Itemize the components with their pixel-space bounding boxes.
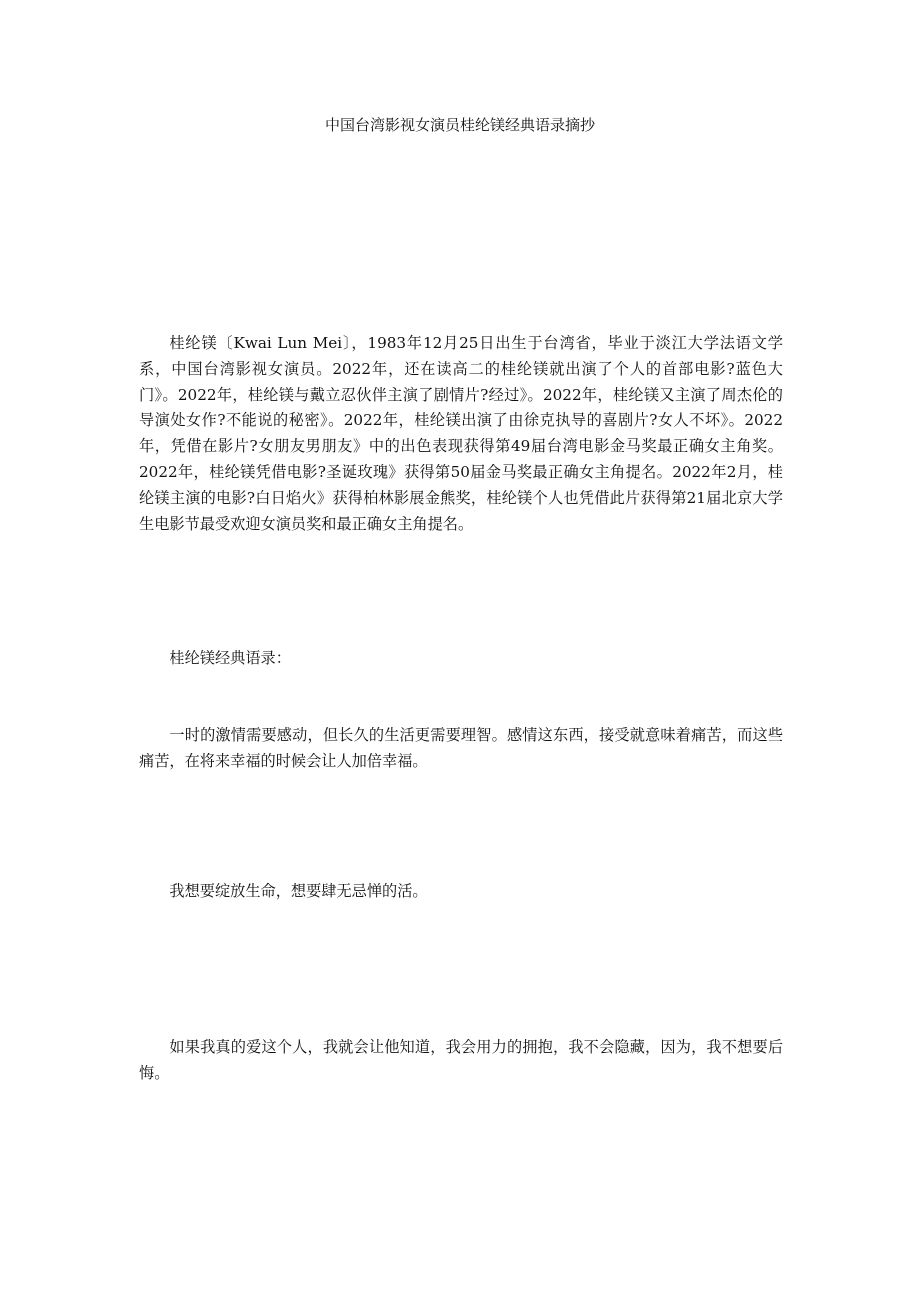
quote-paragraph: 一时的激情需要感动，但长久的生活更需要理智。感情这东西，接受就意味着痛苦，而这些痛苦，在将来幸福的时候会让人加倍幸福。 bbox=[139, 726, 783, 770]
document-title: 中国台湾影视女演员桂纶镁经典语录摘抄 bbox=[324, 116, 595, 134]
biography-paragraph: 桂纶镁〔Kwai Lun Mei〕，1983年12月25日出生于台湾省，毕业于淡江大学法语文学系，中国台湾影视女演员。2022年，还在读高二的桂纶镁就出演了个人的首部电影?蓝色大门》。2022年，桂纶镁与戴立忍伙伴主演了剧情片?经过》。2022年，桂纶镁又主演了周杰伦的导演处女作?不能说的秘密》。2022年，桂纶镁出演了由徐克执导的喜剧片?女人不坏》。2022年，凭借在影片?女朋友男朋友》中的出色表现获得第49届台湾电影金马奖最正确女主角奖。2022年，桂纶镁凭借电影?圣诞玫瑰》获得第50届金马奖最正确女主角提名。2022年2月，桂纶镁主演的电影?白日焰火》获得柏林影展金熊奖，桂纶镁个人也凭借此片获得第21届北京大学生电影节最受欢迎女演员奖和最正确女主角提名。 bbox=[139, 334, 783, 533]
quote-paragraph: 我想要绽放生命，想要肆无忌惮的活。 bbox=[169, 882, 428, 900]
quotes-heading: 桂纶镁经典语录： bbox=[169, 649, 291, 667]
quote-paragraph: 如果我真的爱这个人，我就会让他知道，我会用力的拥抱，我不会隐藏，因为，我不想要后悔。 bbox=[139, 1038, 783, 1082]
